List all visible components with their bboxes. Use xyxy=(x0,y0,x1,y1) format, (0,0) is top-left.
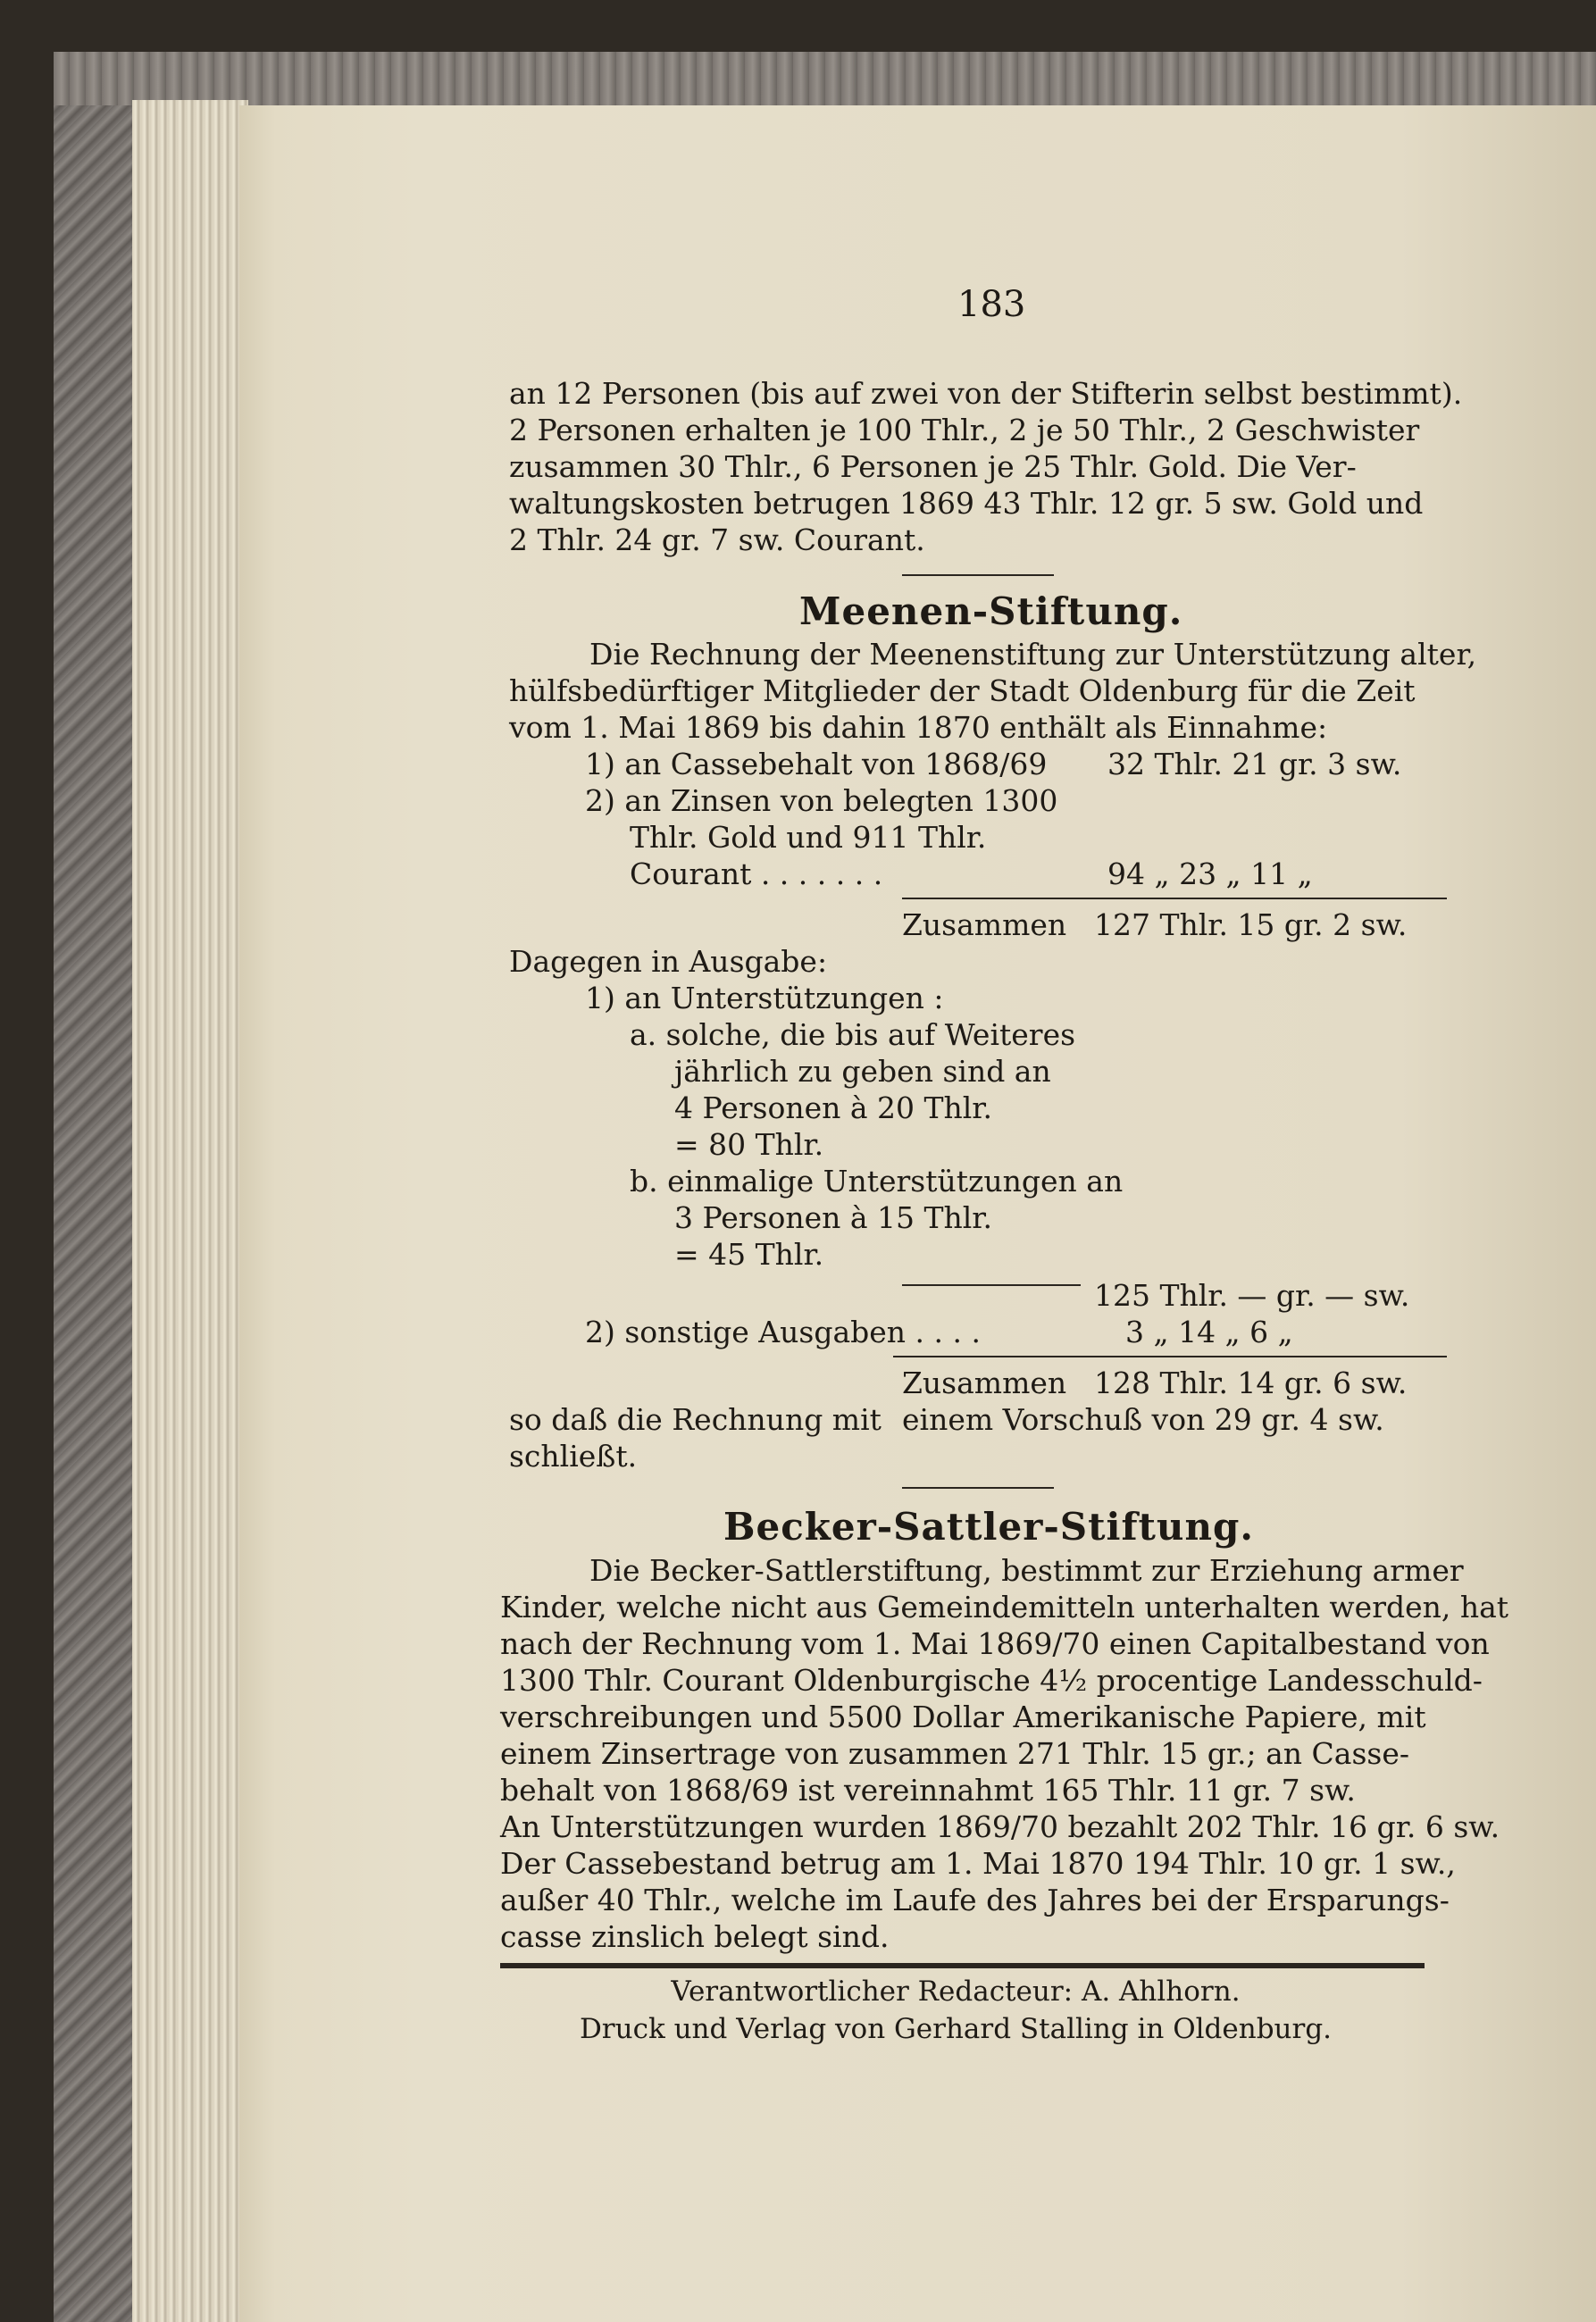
becker-line: behalt von 1868/69 ist vereinnahmt 165 Thlr. 11 gr. 7 sw. xyxy=(500,1773,1356,1808)
becker-line: verschreibungen und 5500 Dollar Amerikanische Papiere, mit xyxy=(500,1700,1426,1734)
intro-line: 2 Personen erhalten je 100 Thlr., 2 je 50 Thlr., 2 Geschwister xyxy=(509,413,1420,447)
becker-line: An Unterstützungen wurden 1869/70 bezahlt 202 Thlr. 16 gr. 6 sw. xyxy=(500,1809,1500,1844)
income-total-label: Zusammen xyxy=(902,907,1067,942)
income-item: 1) an Cassebehalt von 1868/69 xyxy=(585,747,1048,781)
intro-line: zusammen 30 Thlr., 6 Personen je 25 Thlr. Gold. Die Ver- xyxy=(509,449,1357,484)
expense-a: = 80 Thlr. xyxy=(674,1127,824,1162)
expense-intro: Dagegen in Ausgabe: xyxy=(509,944,828,979)
income-item: 2) an Zinsen von belegten 1300 xyxy=(585,783,1058,818)
closing-left: so daß die Rechnung mit xyxy=(509,1402,882,1437)
becker-line: nach der Rechnung vom 1. Mai 1869/70 einen Capitalbestand von xyxy=(500,1626,1490,1661)
intro-line: waltungskosten betrugen 1869 43 Thlr. 12 gr. 5 sw. Gold und xyxy=(509,486,1424,521)
becker-line: casse zinslich belegt sind. xyxy=(500,1919,890,1954)
intro-line: 2 Thlr. 24 gr. 7 sw. Courant. xyxy=(509,522,925,557)
expense-a: a. solche, die bis auf Weiteres xyxy=(630,1017,1076,1052)
expense-item: 2) sonstige Ausgaben . . . . xyxy=(585,1315,981,1349)
expense-a: jährlich zu geben sind an xyxy=(674,1054,1051,1089)
income-amount: 94 „ 23 „ 11 „ xyxy=(1107,856,1313,891)
income-item: Courant . . . . . . . xyxy=(630,856,883,891)
income-total: 127 Thlr. 15 gr. 2 sw. xyxy=(1094,907,1408,942)
meenen-line: hülfsbedürftiger Mitglieder der Stadt Oldenburg für die Zeit xyxy=(509,673,1416,708)
sum-rule xyxy=(893,1356,1447,1357)
expense-total: 128 Thlr. 14 gr. 6 sw. xyxy=(1094,1366,1408,1400)
expense-item: 1) an Unterstützungen : xyxy=(585,981,944,1015)
footer-printer: Druck und Verlag von Gerhard Stalling in Oldenburg. xyxy=(579,2013,1333,2045)
expense-b: = 45 Thlr. xyxy=(674,1237,824,1272)
becker-line: Kinder, welche nicht aus Gemeindemitteln unterhalten werden, hat xyxy=(500,1590,1509,1625)
closing-right: einem Vorschuß von 29 gr. 4 sw. xyxy=(902,1402,1384,1437)
expense-amount: 3 „ 14 „ 6 „ xyxy=(1125,1315,1293,1349)
becker-line: Die Becker-Sattlerstiftung, bestimmt zur Erziehung armer xyxy=(589,1553,1464,1588)
meenen-line: vom 1. Mai 1869 bis dahin 1870 enthält als Einnahme: xyxy=(509,710,1328,745)
sub-rule xyxy=(902,1284,1081,1286)
footer-editor: Verantwortlicher Redacteur: A. Ahlhorn. xyxy=(671,1975,1241,2008)
income-item: Thlr. Gold und 911 Thlr. xyxy=(630,820,987,855)
meenen-line: Die Rechnung der Meenenstiftung zur Unterstützung alter, xyxy=(589,637,1477,672)
expense-subtotal: 125 Thlr. — gr. — sw. xyxy=(1094,1278,1410,1313)
meenen-heading: Meenen-Stiftung. xyxy=(799,589,1183,633)
book-cover-top xyxy=(54,52,1596,105)
income-amount: 32 Thlr. 21 gr. 3 sw. xyxy=(1107,747,1402,781)
page-edges xyxy=(132,100,248,2322)
expense-b: 3 Personen à 15 Thlr. xyxy=(674,1200,992,1235)
section-divider xyxy=(902,574,1054,576)
expense-total-label: Zusammen xyxy=(902,1366,1067,1400)
section-divider xyxy=(902,1487,1054,1489)
expense-a: 4 Personen à 20 Thlr. xyxy=(674,1090,992,1125)
becker-line: Der Cassebestand betrug am 1. Mai 1870 194 Thlr. 10 gr. 1 sw., xyxy=(500,1846,1456,1881)
becker-heading: Becker-Sattler-Stiftung. xyxy=(723,1505,1254,1549)
becker-line: außer 40 Thlr., welche im Laufe des Jahres bei der Ersparungs- xyxy=(500,1883,1450,1917)
intro-line: an 12 Personen (bis auf zwei von der Stifterin selbst bestimmt). xyxy=(509,376,1463,411)
expense-b: b. einmalige Unterstützungen an xyxy=(630,1164,1124,1199)
becker-line: einem Zinsertrage von zusammen 271 Thlr. 15 gr.; an Casse- xyxy=(500,1736,1410,1771)
closing-end: schließt. xyxy=(509,1439,638,1474)
sum-rule xyxy=(902,898,1447,899)
footer-rule xyxy=(500,1963,1425,1968)
page-number: 183 xyxy=(957,284,1026,325)
becker-line: 1300 Thlr. Courant Oldenburgische 4½ procentige Landesschuld- xyxy=(500,1663,1483,1698)
